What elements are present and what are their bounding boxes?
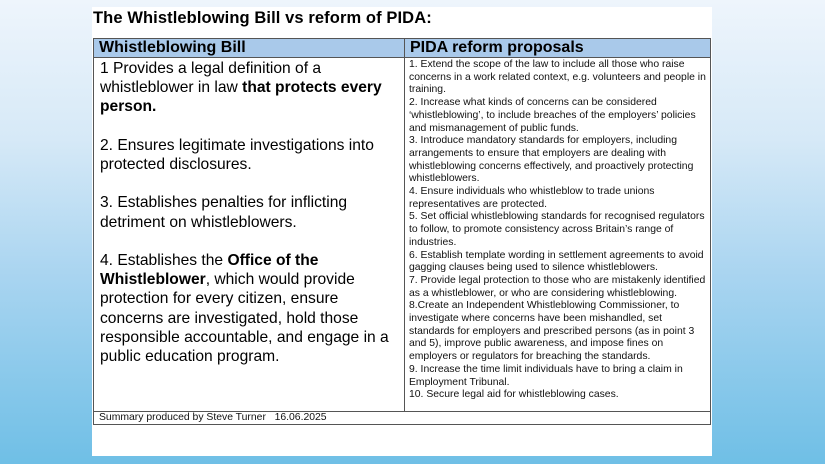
reform-item: 5. Set official whistleblowing standards for recognised regulators to follow, to promote consistency across Britain’s range of industries. [409, 211, 705, 248]
reform-item: 4. Ensure individuals who whistleblow to trade unions representatives are protected. [409, 186, 655, 210]
bill-item-bold: that protects every person. [100, 79, 382, 116]
bill-item-text: , which would provide protection for every citizen, ensure concerns are investigated, hold those responsible accountable, and engage in a public education program. [100, 271, 389, 365]
header-pida-reform: PIDA reform proposals [410, 39, 584, 56]
reform-item: 8.Create an Independent Whistleblowing Commissioner, to investigate where concerns have been mishandled, set standards for employers and prescribed persons (as in point 3 and 5), improve public awareness, and impose fines on employers or regulators for breaching the standards. [409, 300, 695, 363]
bill-item-text: 1 Provides a legal definition of a whistleblower in law [100, 60, 322, 97]
reform-item: 7. Provide legal protection to those who are mistakenly identified as a whistleblower, or who are considering whistleblowing. [409, 274, 706, 299]
whistleblowing-bill-column [100, 59, 400, 385]
table-header-row [94, 39, 710, 58]
reform-item: 10. Secure legal aid for whistleblowing cases. [409, 389, 619, 401]
reform-item: 6. Establish template wording in settlement agreements to avoid gagging clauses being used to silence whistleblowers. [409, 249, 704, 274]
bill-item-bold: Office of the Whistleblower [100, 251, 319, 289]
comparison-table [93, 38, 711, 425]
header-whistleblowing-bill: Whistleblowing Bill [99, 39, 246, 56]
reform-item: 9. Increase the time limit individuals have to bring a claim in Employment Tribunal. [409, 363, 683, 388]
summary-footer-row [94, 411, 710, 424]
column-divider [404, 39, 405, 411]
bill-item [100, 59, 400, 117]
page-title: The Whistleblowing Bill vs reform of PIDA: [93, 9, 432, 27]
bill-item [100, 251, 400, 366]
pida-reform-column [409, 59, 709, 402]
bill-item-text: 2. Ensures legitimate investigations into protected disclosures. [100, 136, 374, 173]
reform-item: 3. Introduce mandatory standards for employers, including arrangements to ensure that employers are dealing with whistleblowing concerns effectively, and proactively protecting whistleblowers. [409, 135, 694, 185]
slide-panel [92, 7, 712, 456]
summary-credit: Summary produced by Steve Turner 16.06.2025 [99, 412, 327, 423]
bill-item [100, 193, 400, 231]
reform-item: 1. Extend the scope of the law to include all those who raise concerns in a work related context, e.g. volunteers and people in training. [409, 59, 706, 96]
reform-item: 2. Increase what kinds of concerns can be considered ‘whistleblowing’, to include breaches of the employers’ policies and mismanagement of public funds. [409, 97, 696, 134]
bill-item [100, 136, 400, 174]
bill-item-text: 4. Establishes the [100, 251, 228, 269]
bill-item-text: 3. Establishes penalties for inflicting detriment on whistleblowers. [100, 194, 348, 231]
